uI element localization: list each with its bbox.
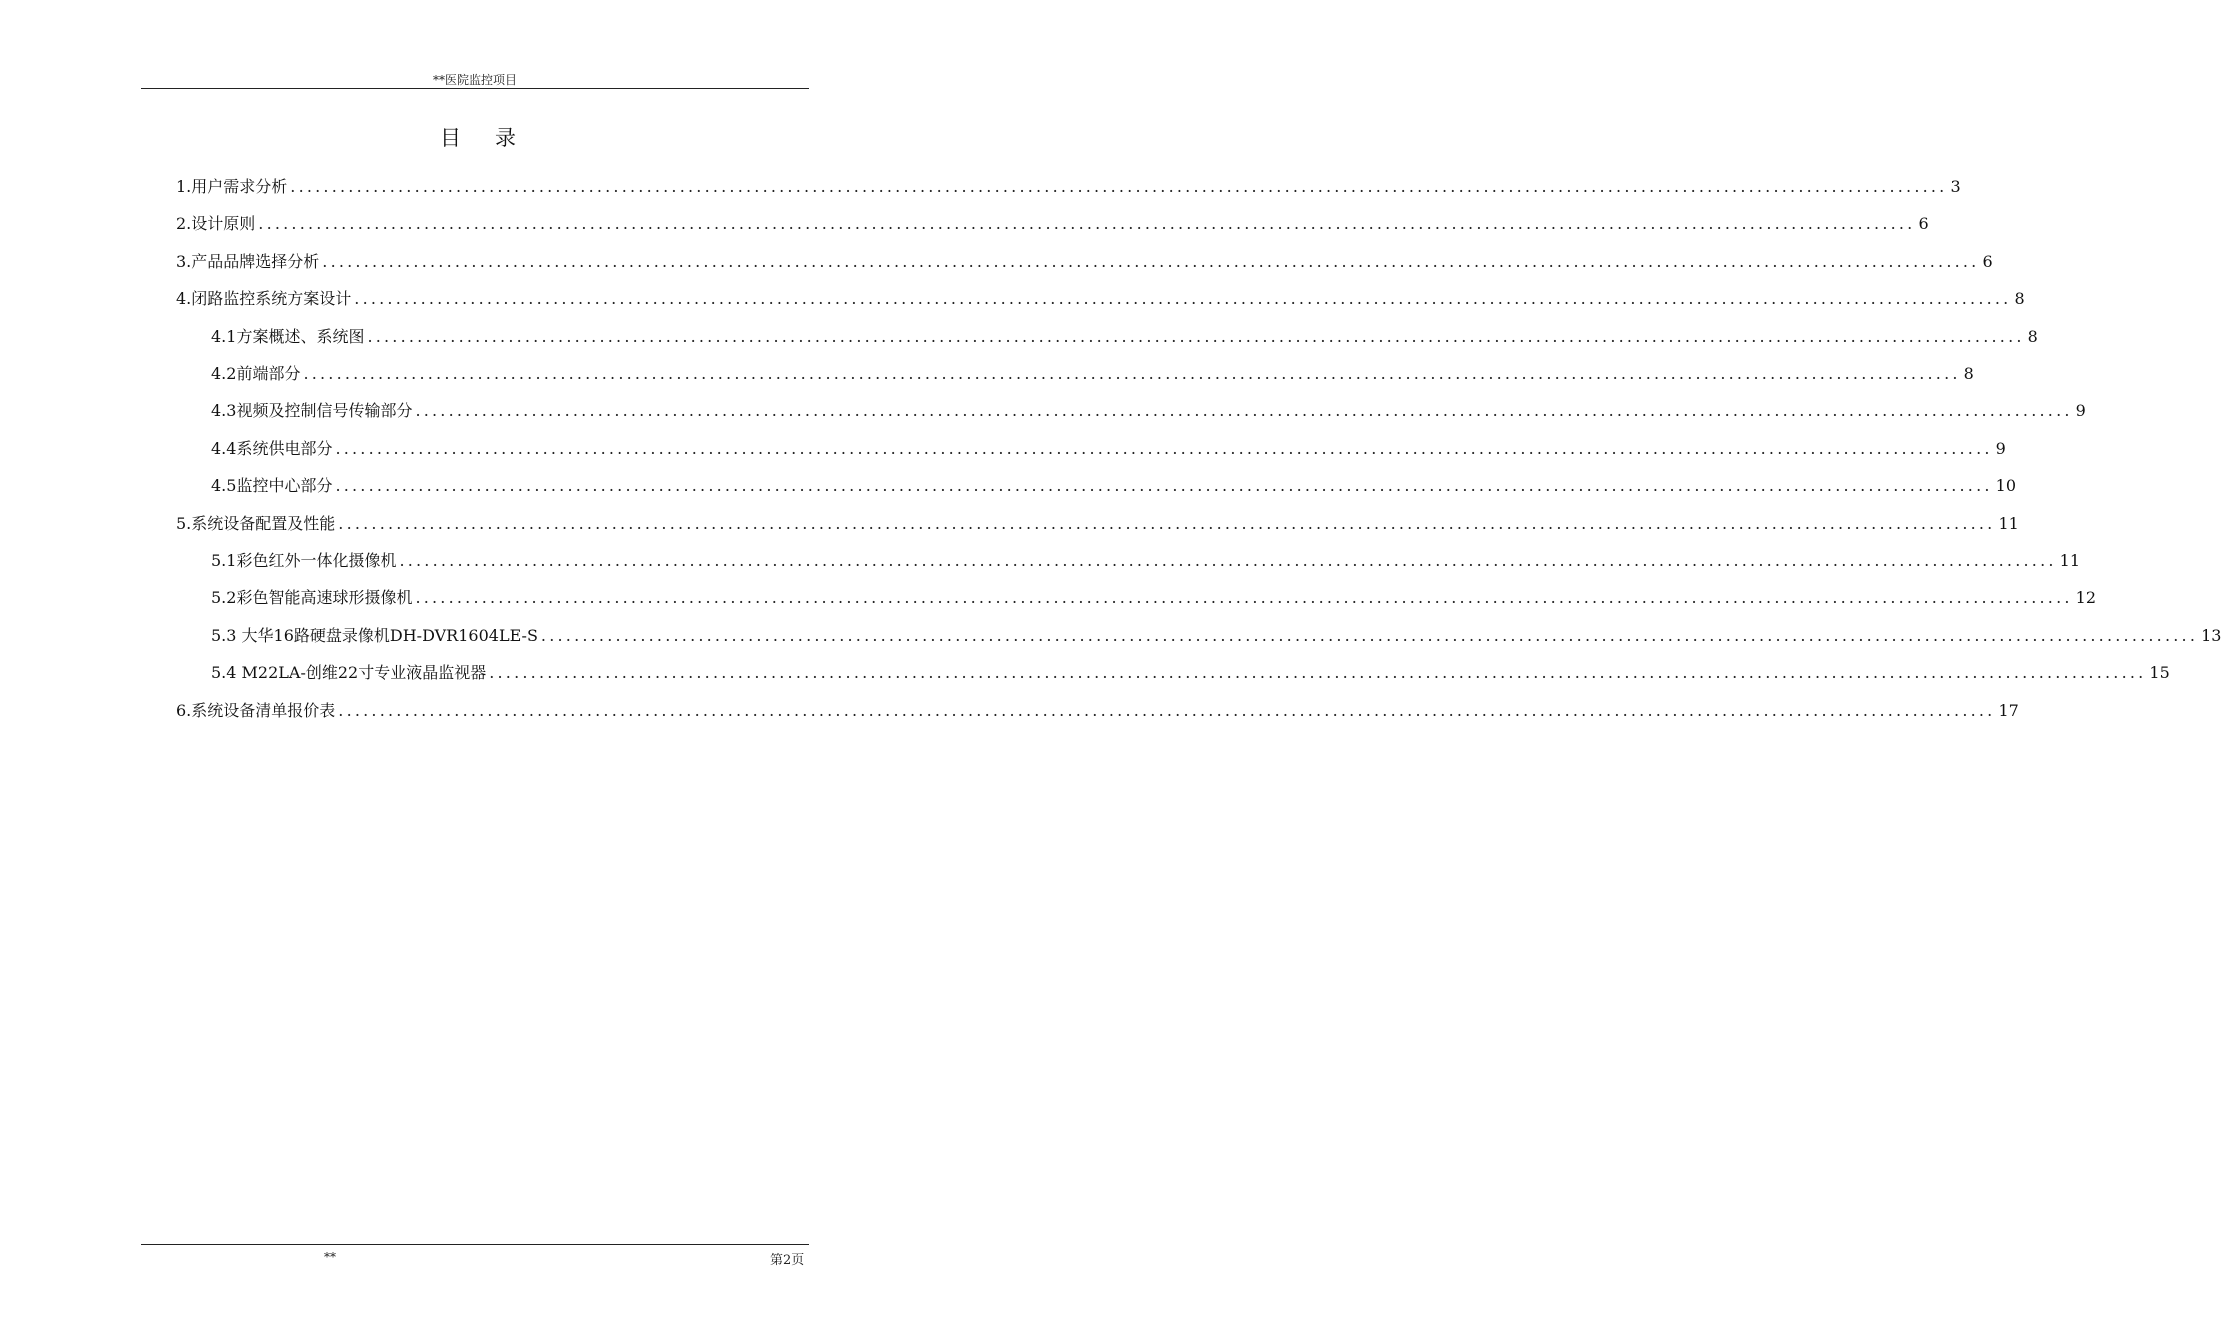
toc-entry[interactable]: [176, 513, 2019, 535]
toc-entry-label: 3.产品品牌选择分析: [176, 252, 320, 271]
dot-leader: ........................................................................................................................................................................................................: [322, 252, 1980, 271]
footer-left-text: **: [324, 1250, 336, 1264]
toc-entry-page: 3: [1950, 177, 1961, 196]
toc-entry-page: 8: [2014, 289, 2025, 308]
toc-title: 目录: [440, 126, 550, 150]
toc-entry-label: 5.1彩色红外一体化摄像机: [211, 551, 397, 570]
dot-leader: ........................................................................................................................................................................................................: [338, 701, 1996, 720]
footer-rule: [141, 1244, 809, 1245]
toc-entry[interactable]: [176, 251, 1993, 273]
toc-entry[interactable]: [211, 475, 2016, 497]
dot-leader: ........................................................................................................................................................................................................: [335, 439, 1993, 458]
toc-entry-page: 9: [2075, 401, 2086, 420]
toc-entry[interactable]: [211, 363, 1974, 385]
toc-entry[interactable]: [176, 700, 2019, 722]
dot-leader: ........................................................................................................................................................................................................: [540, 626, 2199, 645]
toc-entry-label: 4.闭路监控系统方案设计: [176, 289, 352, 308]
toc-entry-page: 6: [1918, 214, 1929, 233]
toc-entry-page: 6: [1982, 252, 1993, 271]
dot-leader: ........................................................................................................................................................................................................: [367, 327, 2025, 346]
toc-entry-label: 1.用户需求分析: [176, 177, 288, 196]
toc-entry-page: 11: [1998, 514, 2019, 533]
toc-entry-page: 10: [1995, 476, 2016, 495]
dot-leader: ........................................................................................................................................................................................................: [489, 663, 2147, 682]
toc-entry[interactable]: [211, 625, 2221, 647]
dot-leader: ........................................................................................................................................................................................................: [415, 588, 2073, 607]
header-rule: [141, 88, 809, 89]
toc-entry[interactable]: [211, 550, 2080, 572]
toc-entry-label: 4.5监控中心部分: [211, 476, 333, 495]
dot-leader: ........................................................................................................................................................................................................: [338, 514, 1996, 533]
toc-entry-label: 4.2前端部分: [211, 364, 301, 383]
dot-leader: ........................................................................................................................................................................................................: [399, 551, 2057, 570]
toc-entry-label: 4.1方案概述、系统图: [211, 327, 365, 346]
toc-entry[interactable]: [211, 587, 2096, 609]
toc-entry-page: 9: [1995, 439, 2006, 458]
running-header: **医院监控项目: [432, 73, 517, 87]
toc-entry-page: 15: [2149, 663, 2170, 682]
dot-leader: ........................................................................................................................................................................................................: [415, 401, 2073, 420]
toc-entry-label: 4.3视频及控制信号传输部分: [211, 401, 413, 420]
toc-entry-page: 13: [2201, 626, 2221, 645]
toc-entry-label: 5.2彩色智能高速球形摄像机: [211, 588, 413, 607]
toc-entry-page: 8: [1963, 364, 1974, 383]
toc-entry[interactable]: [176, 176, 1961, 198]
toc-entry-label: 5.3 大华16路硬盘录像机DH-DVR1604LE-S: [211, 626, 538, 645]
toc-entry-label: 5.系统设备配置及性能: [176, 514, 336, 533]
toc-entry[interactable]: [176, 288, 2025, 310]
toc-entry-label: 2.设计原则: [176, 214, 256, 233]
dot-leader: ........................................................................................................................................................................................................: [335, 476, 1993, 495]
toc-entry[interactable]: [211, 326, 2038, 348]
toc-entry-label: 4.4系统供电部分: [211, 439, 333, 458]
toc-entry[interactable]: [211, 662, 2170, 684]
page-number: 第2页: [770, 1253, 805, 1268]
toc-entry[interactable]: [211, 400, 2086, 422]
dot-leader: ........................................................................................................................................................................................................: [290, 177, 1948, 196]
toc-entry-page: 12: [2075, 588, 2096, 607]
dot-leader: ........................................................................................................................................................................................................: [354, 289, 2012, 308]
toc-entry-label: 5.4 M22LA-创维22寸专业液晶监视器: [211, 663, 487, 682]
toc-entry-page: 11: [2059, 551, 2080, 570]
toc-entry[interactable]: [176, 213, 1929, 235]
toc-entry-page: 17: [1998, 701, 2019, 720]
dot-leader: ........................................................................................................................................................................................................: [303, 364, 1961, 383]
toc-entry-label: 6.系统设备清单报价表: [176, 701, 336, 720]
dot-leader: ........................................................................................................................................................................................................: [258, 214, 1916, 233]
toc-entry[interactable]: [211, 438, 2006, 460]
toc-entry-page: 8: [2027, 327, 2038, 346]
